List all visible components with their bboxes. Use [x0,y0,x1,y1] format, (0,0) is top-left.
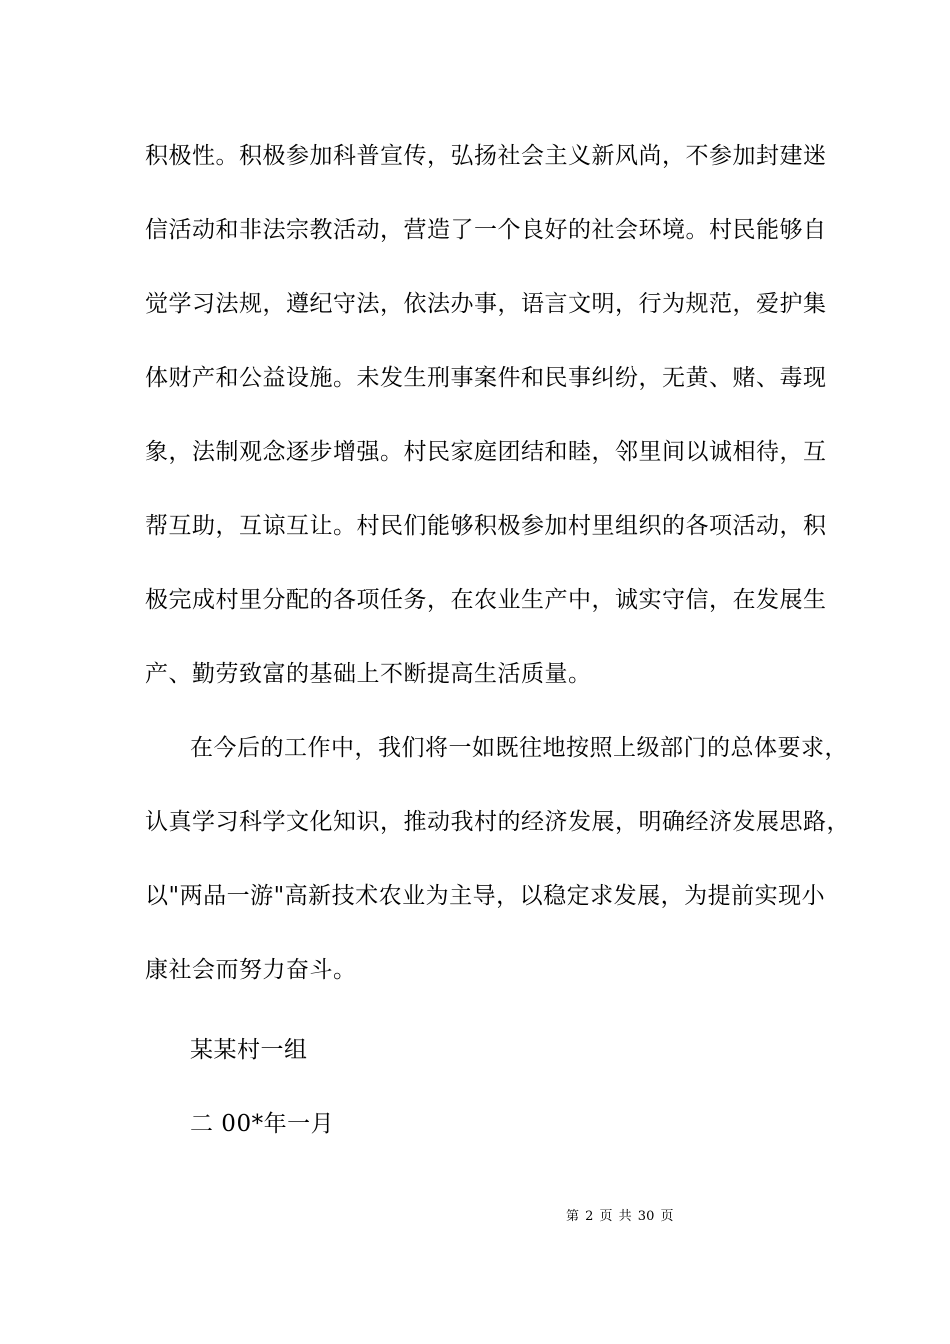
paragraph-line: 帮互助，互谅互让。村民们能够积极参加村里组织的各项活动，积 [145,513,827,539]
paragraph-line: 极完成村里分配的各项任务，在农业生产中，诚实守信，在发展生 [145,587,827,613]
paragraph-line: 在今后的工作中，我们将一如既往地按照上级部门的总体要求， [190,735,848,761]
paragraph-line: 以"两品一游"高新技术农业为主导，以稳定求发展，为提前实现小 [145,883,826,909]
paragraph-line: 认真学习科学文化知识，推动我村的经济发展，明确经济发展思路， [145,809,850,835]
paragraph-line: 觉学习法规，遵纪守法，依法办事，语言文明，行为规范，爱护集 [145,291,827,317]
signature-line: 某某村一组 [190,1037,308,1063]
paragraph-line: 象，法制观念逐步增强。村民家庭团结和睦，邻里间以诚相待，互 [145,439,827,465]
paragraph-line: 康社会而努力奋斗。 [145,957,357,983]
page-number-footer: 第 2 页 共 30 页 [566,1209,674,1224]
date-line: 二 00*年一月 [190,1111,335,1137]
paragraph-line: 体财产和公益设施。未发生刑事案件和民事纠纷，无黄、赌、毒现 [145,365,827,391]
paragraph-line: 信活动和非法宗教活动，营造了一个良好的社会环境。村民能够自 [145,217,827,243]
paragraph-line: 产、勤劳致富的基础上不断提高生活质量。 [145,661,592,687]
paragraph-line: 积极性。积极参加科普宣传，弘扬社会主义新风尚，不参加封建迷 [145,143,827,169]
